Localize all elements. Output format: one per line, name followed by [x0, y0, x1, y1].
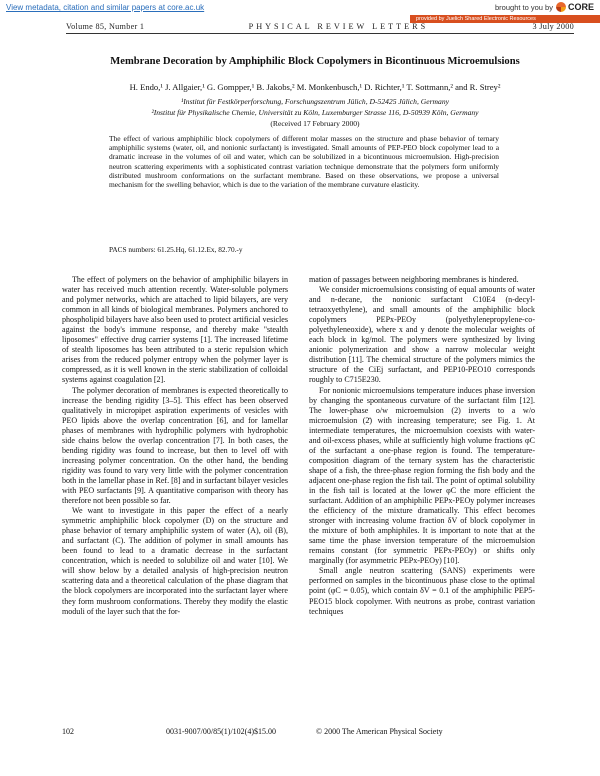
- journal-name: PHYSICAL REVIEW LETTERS: [248, 22, 429, 31]
- brought-by-text: brought to you by: [495, 2, 553, 12]
- core-logo[interactable]: [556, 2, 594, 12]
- affiliation-2: ²Institut für Physikalische Chemie, Universität zu Köln, Luxemburger Strasse 116, D-50939 Köln, Germany: [151, 108, 479, 117]
- core-logo-label: CORE: [567, 2, 594, 12]
- author-list: H. Endo,¹ J. Allgaier,¹ G. Gompper,¹ B. Jakobs,² M. Monkenbusch,¹ D. Richter,¹ T. Sottmann,² and R. Strey²: [129, 82, 501, 92]
- pacs-numbers: PACS numbers: 61.25.Hq, 61.12.Ex, 82.70.-y: [109, 245, 243, 254]
- abstract: The effect of various amphiphilic block copolymers of different molar masses on the structure and phase behavior of ternary amphiphilic systems (water, oil, and nonionic surfactant) is investigated. Small amounts of PEP-PEO block copolymer lead to a dramatic increase in the volumes of oil and water, which can be solubilized in a bicontinuous microemulsion. High-precision neutron scattering experiments with a sophisticated contrast variation technique demonstrate that the polymers form uniformly distributed mushroom conformations on the surfactant membrane. Based on these observations, we propose a universal mechanism for the swelling behavior, which is due to the variation of the membrane curvature elasticity.: [109, 134, 499, 190]
- paper-title: Membrane Decoration by Amphiphilic Block Copolymers in Bicontinuous Microemulsions: [110, 56, 520, 67]
- paragraph: The polymer decoration of membranes is expected theoretically to increase the bending rigidity [3–5]. This effect has been observed qualitatively in micropipet aspiration experiments of vesicles with PEO lipids above the overlap concentration [6], and for lamellar phases of membranes with hydrophilic polymers with hydrophobic side chains below the overlap concentration [7]. In both cases, the bending rigidity was found to increase, but then to level off with increasing polymer concentration. On the other hand, the bending rigidity was found to vary very little with the polymer concentration both in the lamellar phase in Ref. [8] and in surfactant bilayer vesicles with PEO surfactants [9]. A quantitative comparison with theory has therefore not been possible so far.: [62, 385, 288, 506]
- paragraph: The effect of polymers on the behavior of amphiphilic bilayers in water has received much attention recently. Water-soluble polymers and polymer networks, which are attached to lipid bilayers, are very common in all kinds of biological membranes. Polymers anchored to phospholipid bilayers have also been used to protect artificial vesicles against the body's immune response, and thereby make "stealth liposomes" effective drug carrier systems [1]. The increased lifetime of stealth liposomes has been attributed to a steric repulsion which arises from the reduced polymer entropy when the polymer layer is compressed, as it is well known in the steric stabilization of colloidal systems against coagulation [2].: [62, 275, 288, 385]
- paragraph: We want to investigate in this paper the effect of a nearly symmetric amphiphilic block copolymer (D) on the structure and phase behavior of ternary amphiphilic system of water (A), oil (B), and surfactant (C). The addition of polymer in small amounts has been found to lead to a dramatic decrease in the surfactant concentration, which is needed to solubilize oil and water [10]. We will show below by a detailed analysis of high-precision neutron scattering data and a theoretical calculation of the phase diagram that the block copolymers are incorporated into the surfactant layer where they form mushroom conformations. Thereby they modify the elastic moduli of the layer such that the for-: [62, 506, 288, 616]
- page-footer: [62, 727, 574, 736]
- metadata-link[interactable]: View metadata, citation and similar papers at core.ac.uk: [6, 3, 205, 12]
- core-branding[interactable]: [495, 2, 594, 12]
- paragraph: For nonionic microemulsions temperature induces phase inversion by changing the spontaneous curvature of the surfactant film [12]. The lower-phase o/w microemulsion (2) inverts to a w/o microemulsion (2̄) with increasing temperature; see Fig. 1. At intermediate temperatures, the microemulsion coexists with water- and oil-excess phases, while at sufficiently high volume fractions φC of the surfactant a one-phase region is found. The temperature-composition diagram of the ternary system has the characteristic shape of a fish, the three-phase region forming the fish body and the adjacent one-phase region the fish tail. The point of optimal solubility in the fish tail is located at the lower φC the more efficient the surfactant. Addition of an amphiphilic PEPx-PEOy polymer increases the efficiency of the mixture dramatically. This effect becomes stronger with increasing volume fraction δV of block copolymer in the mixture of both amphiphiles. It is important to note that at the same time the phase inversion temperature of the microemulsion remains constant (for symmetric PEPx-PEOy) or shifts only marginally (for asymmetric PEPx-PEOy) [10].: [309, 385, 535, 566]
- paragraph: We consider microemulsions consisting of equal amounts of water and n-decane, the nonionic surfactant C10E4 (n-decyl-tetraoxyethylene), and small amounts of the amphiphilic block copolymers PEPx-PEOy (polyethylenepropylene-co-polyethyleneoxide), where x and y denote the molecular weights of each block in kg/mol. The polymers were synthesized by living anionic polymerization and show a narrow molecular weight distribution [11]. The chemical structure of the polymers mimics the structure of the CiEj surfactant, and PEP10-PEO10 corresponds roughly to C715E230.: [309, 285, 535, 385]
- header-rule: [66, 33, 574, 34]
- paragraph: Small angle neutron scattering (SANS) experiments were performed on samples in the bicontinuous phase close to the optimal point (φC = 0.05), which contain δV = 0.1 of the amphiphilic PEP5-PEO15 block copolymer. With neutrons as probe, contrast variation techniques: [309, 566, 535, 616]
- left-column: [62, 275, 288, 617]
- core-logo-icon: [556, 2, 566, 12]
- copyright: © 2000 The American Physical Society: [316, 727, 443, 736]
- right-column: [309, 275, 535, 617]
- received-date: (Received 17 February 2000): [270, 119, 360, 128]
- journal-volume: Volume 85, Number 1: [66, 22, 145, 31]
- article-identifier: 0031-9007/00/85(1)/102(4)$15.00: [166, 727, 276, 736]
- page-number: 102: [62, 727, 74, 736]
- running-header: [66, 22, 574, 31]
- journal-date: 3 July 2000: [532, 22, 574, 31]
- paragraph: mation of passages between neighboring membranes is hindered.: [309, 275, 519, 284]
- affiliation-1: ¹Institut für Festkörperforschung, Forschungszentrum Jülich, D-52425 Jülich, Germany: [180, 97, 450, 106]
- provided-by-strip[interactable]: provided by Juelich Shared Electronic Resources: [410, 15, 600, 23]
